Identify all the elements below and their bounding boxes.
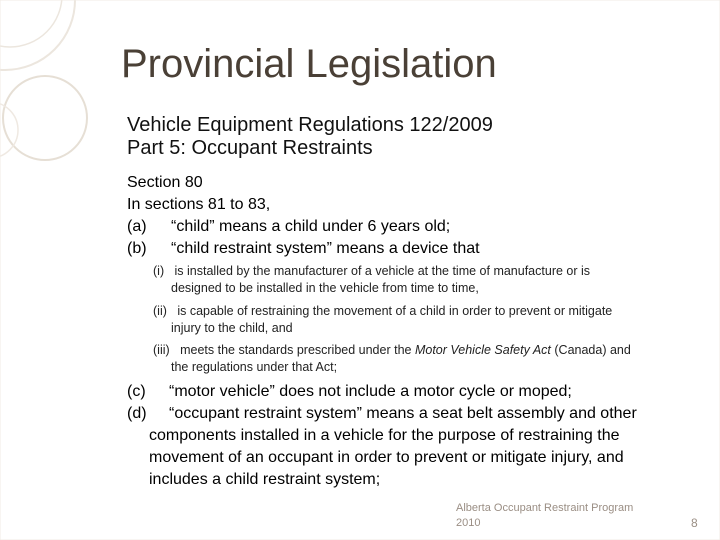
definition-d-label: (d) [127, 405, 147, 422]
definition-b-text: “child restraint system” means a device that [171, 240, 480, 257]
sub-item-iii-pre: meets the standards prescribed under the [180, 343, 412, 357]
subtitle-line-2: Part 5: Occupant Restraints [127, 137, 373, 159]
definition-a [127, 216, 687, 238]
section-80-block [127, 172, 687, 260]
sub-item-ii-line-2: injury to the child, and [171, 321, 293, 335]
sub-item-ii-line-1: is capable of restraining the movement of a child in order to prevent or mitigate [177, 304, 613, 318]
definition-a-label: (a) [127, 218, 147, 235]
definition-d-line-3: movement of an occupant in order to prevent or mitigate injury, and [149, 449, 624, 466]
sub-item-i [153, 263, 590, 297]
definition-c [127, 381, 687, 403]
definition-d-line-2: components installed in a vehicle for the purpose of restraining the [149, 427, 620, 444]
slide-footer [456, 501, 633, 531]
sub-item-iii-act-name: Motor Vehicle Safety Act [414, 343, 551, 357]
decorative-ring-large [0, 0, 75, 70]
definition-a-text: “child” means a child under 6 years old; [171, 218, 451, 235]
decorative-ring-medium [0, 0, 62, 47]
definition-b [127, 238, 687, 260]
definitions-c-d [127, 381, 687, 491]
definition-d-line-1: “occupant restraint system” means a seat belt assembly and other [169, 405, 637, 422]
sub-item-iii-label: (iii) [153, 343, 170, 357]
definition-c-label: (c) [127, 383, 146, 400]
subtitle-line-1: Vehicle Equipment Regulations 122/2009 [127, 114, 493, 136]
sub-item-ii [153, 303, 612, 337]
section-heading: Section 80 [127, 174, 203, 191]
sub-item-i-label: (i) [153, 264, 165, 278]
page-number: 8 [691, 516, 698, 530]
footer-year: 2010 [456, 517, 481, 529]
slide-title: Provincial Legislation [121, 42, 497, 86]
sub-item-iii-post: (Canada) and [554, 343, 631, 357]
definition-d [127, 403, 687, 491]
sub-item-ii-label: (ii) [153, 304, 167, 318]
sub-item-iii-line-2: the regulations under that Act; [171, 360, 338, 374]
footer-program-name: Alberta Occupant Restraint Program [456, 502, 634, 514]
section-intro: In sections 81 to 83, [127, 196, 271, 213]
sub-item-iii [153, 342, 631, 376]
definition-d-line-4: includes a child restraint system; [149, 471, 381, 488]
sub-item-i-line-2: designed to be installed in the vehicle from time to time, [171, 281, 479, 295]
definition-c-text: “motor vehicle” does not include a motor cycle or moped; [169, 383, 572, 400]
slide-subtitle [127, 114, 493, 160]
sub-item-i-line-1: is installed by the manufacturer of a vehicle at the time of manufacture or is [174, 264, 591, 278]
definition-b-label: (b) [127, 240, 147, 257]
